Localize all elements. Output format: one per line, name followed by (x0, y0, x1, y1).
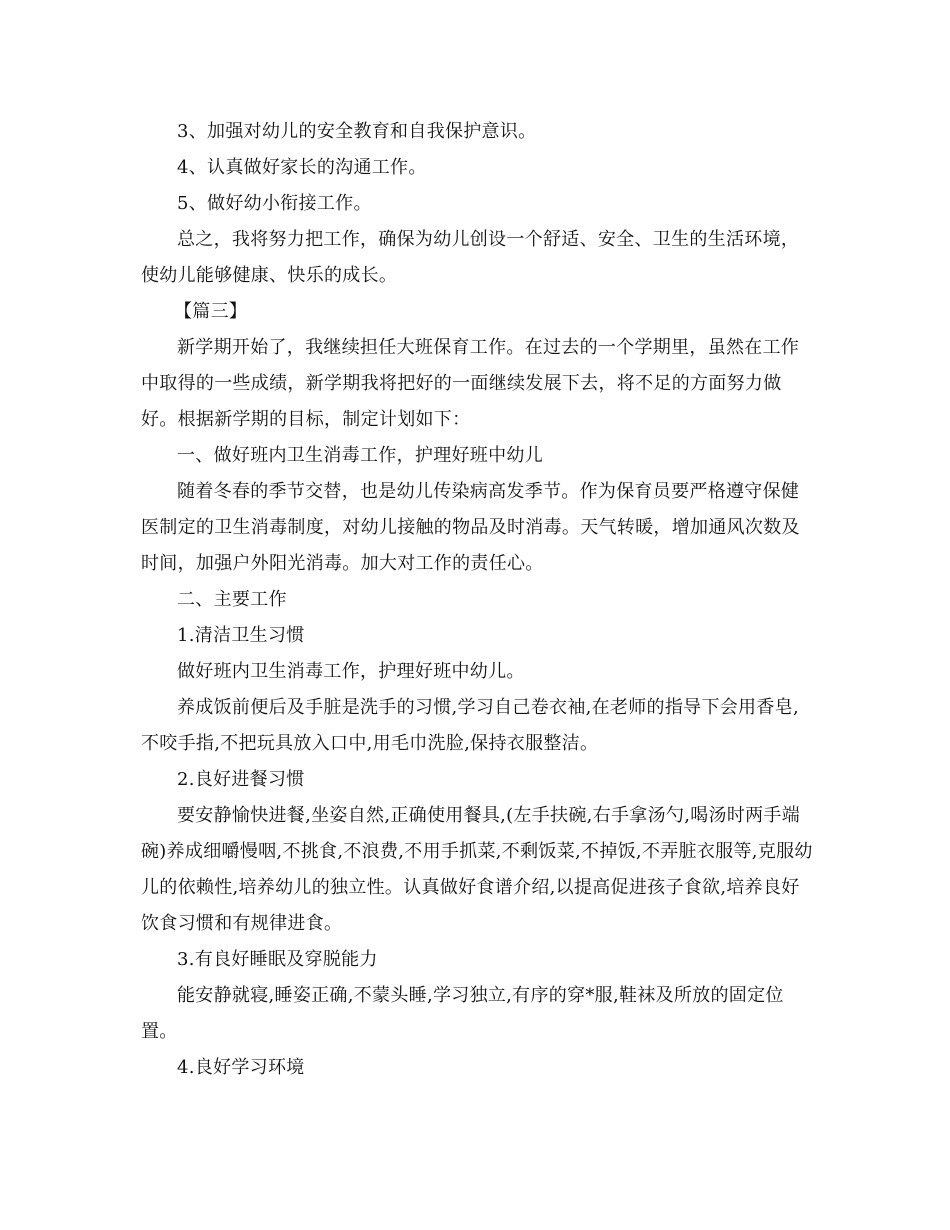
section-one-paragraph: 随着冬春的季节交替，也是幼儿传染病高发季节。作为保育员要严格遵守保健医制定的卫生消毒制度，对幼儿接触的物品及时消毒。天气转暖，增加通风次数及时间，加强户外阳光消毒。加大对工作的责任心。 (141, 481, 800, 574)
document-body (141, 114, 813, 1086)
subheading-sleeping: 3.有良好睡眠及穿脱能力 (177, 949, 378, 970)
paragraph-item-3: 3、加强对幼儿的安全教育和自我保护意识。 (177, 121, 537, 142)
paragraph-item-5: 5、做好幼小衔接工作。 (177, 193, 372, 214)
sleeping-paragraph: 能安静就寝,睡姿正确,不蒙头睡,学习独立,有序的穿*服,鞋袜及所放的固定位置。 (141, 985, 784, 1042)
section-title-part-three: 【篇三】 (174, 301, 248, 322)
heading-section-one: 一、做好班内卫生消毒工作，护理好班中幼儿 (177, 445, 543, 466)
heading-main-work: 二、主要工作 (177, 589, 287, 610)
cleanliness-paragraph-1: 做好班内卫生消毒工作，护理好班中幼儿。 (177, 661, 525, 682)
subheading-eating: 2.良好进餐习惯 (177, 769, 305, 790)
subheading-cleanliness: 1.清洁卫生习惯 (177, 625, 305, 646)
intro-paragraph: 新学期开始了，我继续担任大班保育工作。在过去的一个学期里，虽然在工作中取得的一些成绩，新学期我将把好的一面继续发展下去，将不足的方面努力做好。根据新学期的目标，制定计划如下： (141, 337, 800, 430)
eating-paragraph: 要安静愉快进餐,坐姿自然,正确使用餐具,(左手扶碗,右手拿汤勺,喝汤时两手端碗)养成细嚼慢咽,不挑食,不浪费,不用手抓菜,不剩饭菜,不掉饭,不弄脏衣服等,克服幼儿的依赖性,培养幼儿的独立性。认真做好食谱介绍,以提高促进孩子食欲,培养良好饮食习惯和有规律进食。 (141, 805, 813, 934)
cleanliness-paragraph-2: 养成饭前便后及手脏是洗手的习惯,学习自己卷衣袖,在老师的指导下会用香皂,不咬手指,不把玩具放入口中,用毛巾洗脸,保持衣服整洁。 (141, 697, 799, 754)
paragraph-item-4: 4、认真做好家长的沟通工作。 (177, 157, 427, 178)
summary-paragraph: 总之，我将努力把工作，确保为幼儿创设一个舒适、安全、卫生的生活环境，使幼儿能够健康、快乐的成长。 (141, 229, 800, 286)
subheading-learning-environment: 4.良好学习环境 (177, 1057, 305, 1078)
